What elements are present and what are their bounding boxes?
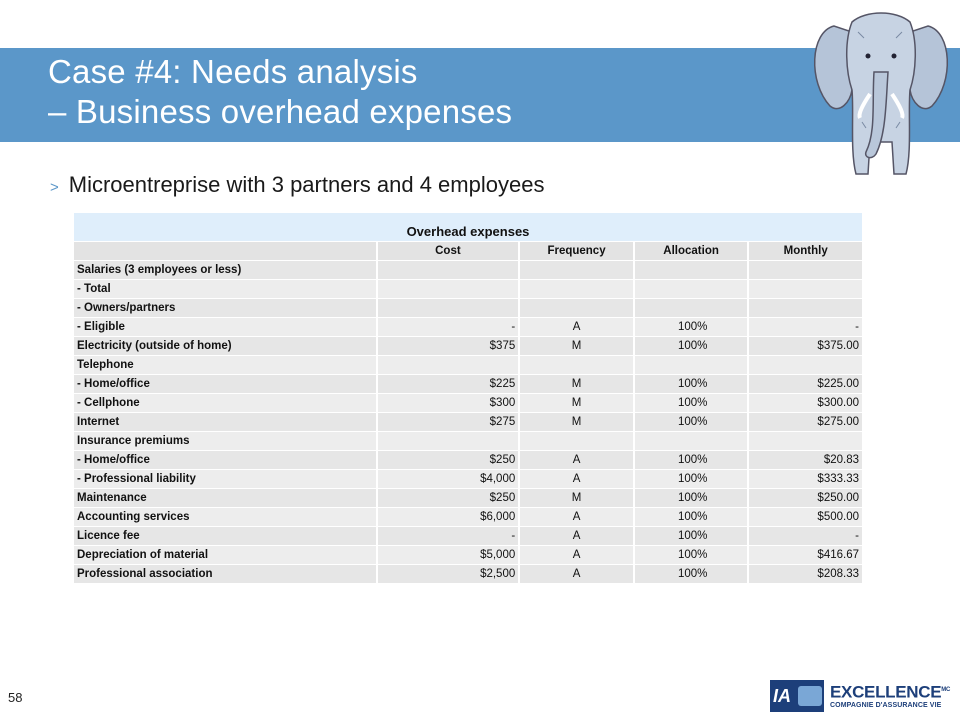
cell-cost: $275 <box>378 413 519 431</box>
cell-frequency <box>520 261 633 279</box>
table-row <box>74 375 862 393</box>
header-monthly: Monthly <box>749 242 862 260</box>
table-row <box>74 432 862 450</box>
cell-cost <box>378 280 519 298</box>
table-row <box>74 527 862 545</box>
cell-item: - Home/office <box>74 375 376 393</box>
cell-item: Depreciation of material <box>74 546 376 564</box>
cell-monthly <box>749 356 862 374</box>
cell-allocation: 100% <box>635 375 748 393</box>
cell-cost <box>378 356 519 374</box>
cell-cost: $225 <box>378 375 519 393</box>
cell-frequency: A <box>520 527 633 545</box>
cell-item: Electricity (outside of home) <box>74 337 376 355</box>
cell-item: Professional association <box>74 565 376 583</box>
table-row <box>74 318 862 336</box>
cell-frequency: M <box>520 489 633 507</box>
cell-monthly: $300.00 <box>749 394 862 412</box>
header-item <box>74 242 376 260</box>
cell-monthly: $225.00 <box>749 375 862 393</box>
bullet-item <box>50 172 544 198</box>
table-row <box>74 508 862 526</box>
cell-monthly: $375.00 <box>749 337 862 355</box>
cell-monthly: $20.83 <box>749 451 862 469</box>
cell-allocation: 100% <box>635 565 748 583</box>
logo-mark-text: IA <box>773 685 791 706</box>
cell-item: Salaries (3 employees or less) <box>74 261 376 279</box>
cell-item: Internet <box>74 413 376 431</box>
cell-frequency <box>520 299 633 317</box>
cell-monthly: - <box>749 318 862 336</box>
table-row <box>74 565 862 583</box>
cell-frequency: A <box>520 451 633 469</box>
cell-allocation <box>635 299 748 317</box>
slide-title-line-2: – Business overhead expenses <box>48 93 513 130</box>
header-cost: Cost <box>378 242 519 260</box>
cell-cost: - <box>378 527 519 545</box>
cell-cost: $5,000 <box>378 546 519 564</box>
table-row <box>74 489 862 507</box>
cell-allocation: 100% <box>635 527 748 545</box>
cell-frequency <box>520 432 633 450</box>
cell-allocation: 100% <box>635 318 748 336</box>
overhead-expenses-table <box>72 212 864 584</box>
cell-monthly: $250.00 <box>749 489 862 507</box>
cell-monthly <box>749 432 862 450</box>
logo-mark <box>770 680 824 712</box>
cell-frequency: A <box>520 546 633 564</box>
cell-allocation: 100% <box>635 413 748 431</box>
cell-frequency: A <box>520 565 633 583</box>
cell-frequency: A <box>520 470 633 488</box>
cell-cost: $300 <box>378 394 519 412</box>
cell-frequency: A <box>520 508 633 526</box>
cell-item: - Eligible <box>74 318 376 336</box>
table-row <box>74 261 862 279</box>
cell-allocation <box>635 280 748 298</box>
cell-frequency: M <box>520 413 633 431</box>
cell-cost <box>378 299 519 317</box>
table-row <box>74 280 862 298</box>
cell-monthly: $275.00 <box>749 413 862 431</box>
cell-item: Insurance premiums <box>74 432 376 450</box>
table-row <box>74 470 862 488</box>
cell-frequency: A <box>520 318 633 336</box>
company-logo <box>770 680 950 712</box>
cell-monthly <box>749 280 862 298</box>
cell-cost <box>378 432 519 450</box>
table-row <box>74 337 862 355</box>
cell-item: - Cellphone <box>74 394 376 412</box>
cell-cost: $375 <box>378 337 519 355</box>
cell-item: - Total <box>74 280 376 298</box>
cell-cost: $4,000 <box>378 470 519 488</box>
cell-frequency: M <box>520 375 633 393</box>
cell-cost: $250 <box>378 489 519 507</box>
cell-item: - Owners/partners <box>74 299 376 317</box>
bullet-text: Microentreprise with 3 partners and 4 employees <box>68 172 545 197</box>
cell-allocation <box>635 261 748 279</box>
table-row <box>74 413 862 431</box>
elephant-icon <box>806 2 956 184</box>
table-row <box>74 394 862 412</box>
cell-monthly <box>749 299 862 317</box>
table-row <box>74 299 862 317</box>
cell-monthly: $208.33 <box>749 565 862 583</box>
header-allocation: Allocation <box>635 242 748 260</box>
cell-cost: $250 <box>378 451 519 469</box>
table-row <box>74 546 862 564</box>
cell-cost <box>378 261 519 279</box>
cell-item: Telephone <box>74 356 376 374</box>
cell-allocation: 100% <box>635 337 748 355</box>
table-header-row <box>74 242 862 260</box>
cell-cost: $6,000 <box>378 508 519 526</box>
cell-allocation: 100% <box>635 508 748 526</box>
logo-trademark: MC <box>941 686 951 693</box>
page-number: 58 <box>8 690 23 705</box>
cell-allocation: 100% <box>635 470 748 488</box>
logo-text <box>830 681 950 712</box>
cell-frequency <box>520 280 633 298</box>
header-frequency: Frequency <box>520 242 633 260</box>
cell-frequency: M <box>520 394 633 412</box>
cell-cost: $2,500 <box>378 565 519 583</box>
cell-cost: - <box>378 318 519 336</box>
cell-allocation: 100% <box>635 451 748 469</box>
cell-item: - Professional liability <box>74 470 376 488</box>
cell-allocation: 100% <box>635 394 748 412</box>
table-row <box>74 451 862 469</box>
bullet-marker: > <box>50 179 59 196</box>
table-body <box>74 261 862 583</box>
cell-monthly: $333.33 <box>749 470 862 488</box>
slide-title <box>48 52 512 132</box>
cell-allocation <box>635 356 748 374</box>
logo-name <box>830 681 950 702</box>
cell-allocation: 100% <box>635 489 748 507</box>
cell-allocation: 100% <box>635 546 748 564</box>
cell-item: - Home/office <box>74 451 376 469</box>
cell-allocation <box>635 432 748 450</box>
cell-monthly: $500.00 <box>749 508 862 526</box>
cell-monthly: - <box>749 527 862 545</box>
table-caption: Overhead expenses <box>74 213 862 241</box>
cell-item: Licence fee <box>74 527 376 545</box>
table-row <box>74 356 862 374</box>
cell-frequency: M <box>520 337 633 355</box>
slide-title-line-1: Case #4: Needs analysis <box>48 53 418 90</box>
cell-monthly <box>749 261 862 279</box>
cell-frequency <box>520 356 633 374</box>
logo-subtitle: COMPAGNIE D'ASSURANCE VIE <box>830 702 942 710</box>
logo-wave-icon <box>798 686 822 706</box>
cell-monthly: $416.67 <box>749 546 862 564</box>
cell-item: Maintenance <box>74 489 376 507</box>
cell-item: Accounting services <box>74 508 376 526</box>
logo-name-text: EXCELLENCE <box>830 682 942 702</box>
